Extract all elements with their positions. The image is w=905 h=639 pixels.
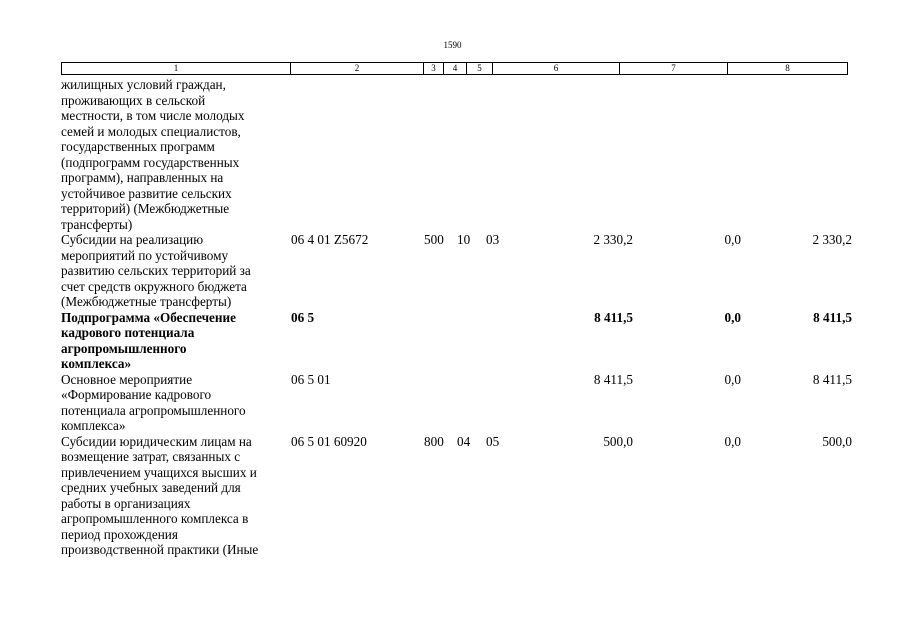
description-line: работы в организациях <box>61 495 191 511</box>
description-line: Подпрограмма «Обеспечение <box>61 309 236 325</box>
row-code: 06 5 01 <box>291 371 331 387</box>
row-value-7: 0,0 <box>724 309 741 325</box>
table-row <box>61 310 861 372</box>
row-value-6: 2 330,2 <box>593 232 633 247</box>
description-line: счет средств окружного бюджета <box>61 278 247 294</box>
description-line: программ), направленных на <box>61 170 224 185</box>
row-pr: 05 <box>486 433 500 449</box>
row-value-6: 8 411,5 <box>594 309 633 325</box>
header-col-2: 2 <box>291 63 424 74</box>
description-line: период прохождения <box>61 526 178 542</box>
row-value-7: 0,0 <box>724 371 741 387</box>
header-col-6: 6 <box>493 63 620 74</box>
row-code: 06 5 01 60920 <box>291 433 367 449</box>
description-line: «Формирование кадрового <box>61 387 212 402</box>
description-line: (подпрограмм государственных <box>61 154 240 170</box>
table-row <box>61 77 861 232</box>
description-line: производственной практики (Иные <box>61 542 259 557</box>
description-line: (Межбюджетные трансферты) <box>61 294 232 309</box>
row-rz: 10 <box>457 232 471 247</box>
description-line: трансферты) <box>61 216 133 232</box>
description-line: агропромышленного комплекса в <box>61 511 249 526</box>
row-value-7: 0,0 <box>724 433 741 449</box>
description-line: развитию сельских территорий за <box>61 263 251 278</box>
header-col-8: 8 <box>785 63 790 73</box>
description-line: комплекса» <box>61 356 132 371</box>
table-row <box>61 232 861 310</box>
description-line: территорий) (Межбюджетные <box>61 201 230 216</box>
row-description <box>61 232 291 310</box>
table-row <box>61 434 861 558</box>
row-description <box>61 77 291 232</box>
table-body <box>61 77 861 558</box>
row-value-8: 500,0 <box>822 433 852 449</box>
description-line: Субсидии юридическим лицам на <box>61 433 252 449</box>
row-value-8: 2 330,2 <box>812 232 852 247</box>
table-header <box>61 62 848 75</box>
header-col-3: 3 <box>424 63 444 74</box>
description-line: государственных программ <box>61 139 215 154</box>
description-line: мероприятий по устойчивому <box>61 247 229 263</box>
row-description <box>61 310 291 372</box>
description-line: жилищных условий граждан, <box>61 77 226 92</box>
description-line: агропромышленного <box>61 340 187 356</box>
header-col-4: 4 <box>444 63 467 74</box>
description-line: семей и молодых специалистов, <box>61 123 241 139</box>
header-col-5: 5 <box>467 63 493 74</box>
row-rz: 04 <box>457 433 471 449</box>
description-line: Основное мероприятие <box>61 371 193 387</box>
description-line: комплекса» <box>61 418 126 433</box>
row-description <box>61 434 291 558</box>
description-line: средних учебных заведений для <box>61 480 241 495</box>
row-vr: 500 <box>424 232 444 247</box>
description-line: привлечением учащихся высших и <box>61 464 257 480</box>
description-line: проживающих в сельской <box>61 92 206 108</box>
row-value-8: 8 411,5 <box>812 371 852 387</box>
description-line: кадрового потенциала <box>61 325 195 340</box>
description-line: Субсидии на реализацию <box>61 232 204 247</box>
table-row <box>61 372 861 434</box>
page-number: 1590 <box>443 40 462 50</box>
row-value-8: 8 411,5 <box>813 309 852 325</box>
description-line: потенциала агропромышленного <box>61 402 246 418</box>
row-code: 06 5 <box>291 309 315 325</box>
header-col-1: 1 <box>62 63 291 74</box>
row-value-6: 500,0 <box>603 433 633 449</box>
row-value-6: 8 411,5 <box>593 371 633 387</box>
header-col-7: 7 <box>620 63 728 74</box>
row-description <box>61 372 291 434</box>
row-pr: 03 <box>486 232 500 247</box>
row-vr: 800 <box>424 433 444 449</box>
description-line: возмещение затрат, связанных с <box>61 449 241 464</box>
row-value-7: 0,0 <box>724 232 741 247</box>
description-line: местности, в том числе молодых <box>61 108 245 123</box>
row-code: 06 4 01 Z5672 <box>291 232 369 247</box>
description-line: устойчивое развитие сельских <box>61 185 232 201</box>
